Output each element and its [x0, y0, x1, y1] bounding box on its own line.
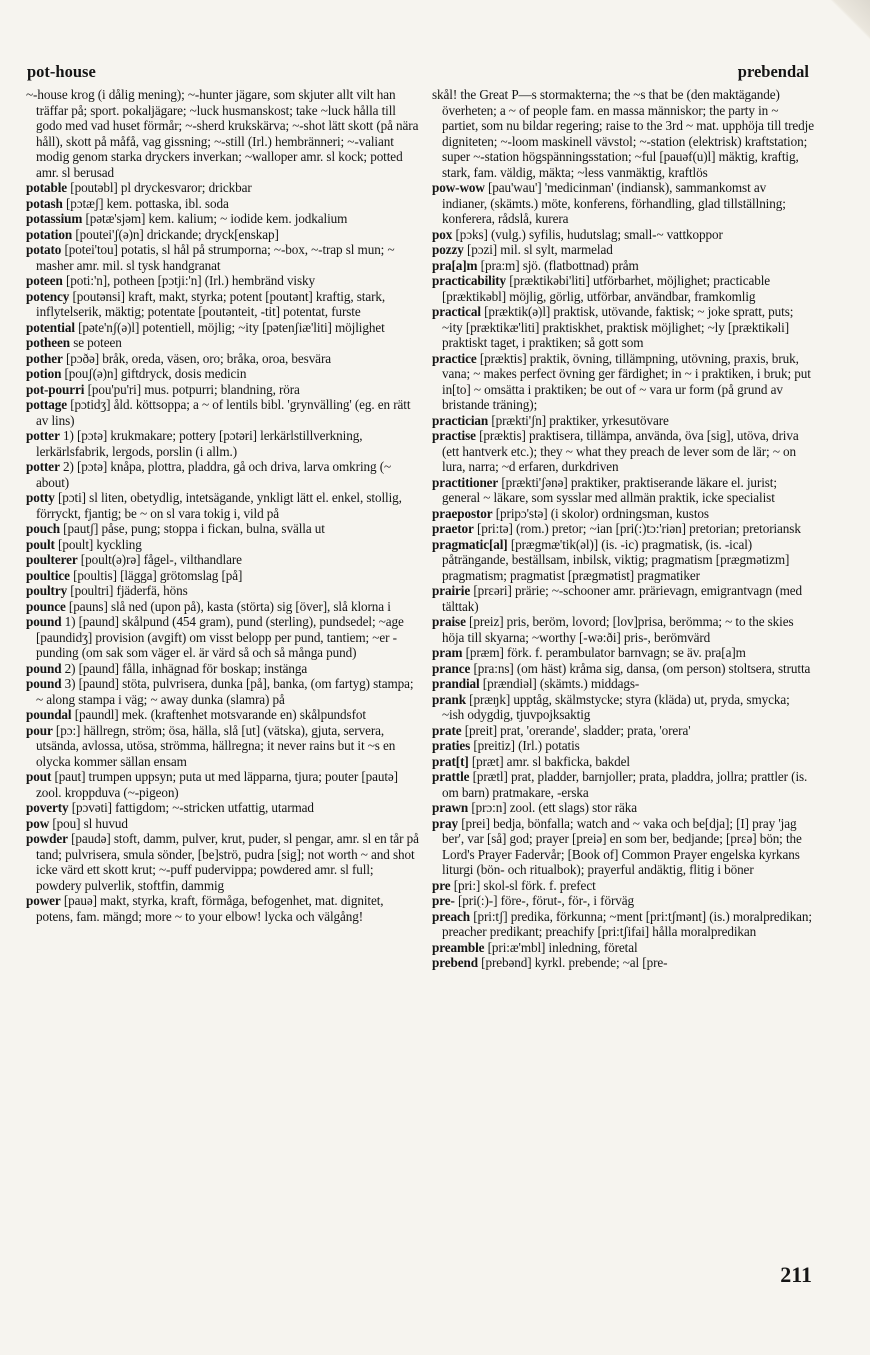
entry-definition: ~-house krog (i dålig mening); ~-hunter jägare, som skjuter allt vilt han träffar på; sport. pokaljägare; ~luck husmanskost; take ~luck hålla till godo med vad huset förmår; ~-sherd krukskärva; ~-shot lätt skott (på nära håll), skott på måfå, vag gissning; ~-still (Irl.) hembränneri; ~-valiant modig genom starka dryckers inverkan; ~walloper amr. sl kock; potted amr. sl berusad — [26, 87, 419, 180]
entry-definition: [preiz] pris, beröm, lovord; [lov]prisa, berömma; ~ to the skies höja till skyarna; ~worthy [-wə:ði] pris-, berömvärd — [442, 614, 794, 645]
entry-definition: [poult] kyckling — [58, 536, 142, 552]
entry-headword: pound — [26, 660, 62, 676]
entry-definition: [poutənsi] kraft, makt, styrka; potent [poutənt] kraftig, stark, inflytelserik, mäktig; potentate [poutənteit, -tit] potentat, furste — [36, 288, 386, 319]
dictionary-entry — [432, 537, 814, 584]
entry-headword: prawn — [432, 800, 469, 815]
dictionary-entry — [432, 227, 814, 243]
entry-headword: pragmatic[al] — [432, 536, 508, 552]
entry-definition: [poutəbl] pl dryckesvaror; drickbar — [70, 180, 252, 195]
dictionary-entry — [432, 692, 814, 723]
entry-definition: 3) [paund] stöta, pulvrisera, dunka [på], banka, (om fartyg) stampa; ~ along stampa i väg; ~ away dunka (slamra) på — [36, 676, 414, 707]
entry-definition: [præm] förk. f. perambulator barnvagn; se äv. pra[a]m — [465, 645, 746, 660]
entry-definition: [pəte'nʃ(ə)l] potentiell, möjlig; ~ity [pətenʃiæ'liti] möjlighet — [78, 319, 385, 335]
entry-headword: powder — [26, 831, 68, 846]
entry-definition: [prækti'ʃənə] praktiker, praktiserande läkare el. jurist; general ~ läkare, som sysslar med allmän praktik, icke specialist — [442, 474, 777, 505]
entry-headword: prairie — [432, 583, 471, 598]
entry-headword: pot-pourri — [26, 381, 85, 397]
entry-headword: pound — [26, 676, 62, 691]
entry-definition: [prei] bedja, bönfalla; watch and ~ vaka och be[dja]; [I] pray 'jag ber', var [så] god; prayer [preiə] en som ber, bedjande; [prɛə] bön; the Lord's Prayer Fadervår; [Book of] Common Prayer engelska kyrkans liturgi (bön- och ritualbok); prayerful andäktig, flitig i böner — [442, 815, 802, 877]
dictionary-entry — [26, 459, 419, 490]
dictionary-entry — [26, 521, 419, 537]
entry-headword: prat[t] — [432, 753, 469, 769]
entry-headword: potential — [26, 319, 75, 335]
entry-definition: [prækti'ʃn] praktiker, yrkesutövare — [491, 412, 669, 428]
dictionary-entry — [26, 227, 419, 243]
dictionary-entry — [432, 661, 814, 677]
dictionary-entry — [26, 242, 419, 273]
entry-headword: prebend — [432, 955, 478, 970]
entry-headword: pray — [432, 815, 458, 831]
dictionary-entry — [432, 940, 814, 956]
entry-headword: praise — [432, 614, 466, 629]
right-column — [432, 87, 814, 971]
dictionary-entry — [432, 428, 814, 475]
dictionary-entry — [432, 258, 814, 274]
dictionary-entry — [26, 351, 419, 367]
guide-word-left: pot-house — [27, 62, 96, 81]
entry-headword: prank — [432, 691, 466, 707]
entry-headword: preach — [432, 908, 470, 924]
entry-definition: [præktis] praktisera, tillämpa, använda, öva [sig], utöva, driva (ett hantverk etc.); they ~ what they preach de lever som de lär; ~ on lura, narra; ~d erfaren, durkdriven — [442, 428, 799, 474]
entry-headword: pre — [432, 877, 451, 893]
dictionary-entry — [432, 769, 814, 800]
entry-headword: potter — [26, 459, 60, 474]
dictionary-entry — [26, 180, 419, 196]
dictionary-entry — [432, 273, 814, 304]
entry-headword: potter — [26, 428, 60, 443]
entry-definition: se poteen — [73, 335, 122, 350]
entry-definition: [prægmæ'tik(əl)] (is. -ic) pragmatisk, (is. -ical) påträngande, beställsam, inbilsk, viktig; pragmatism [prægmətizm] pragmatism; pragmatist [prægmətist] pragmatiker — [442, 536, 790, 583]
page-corner-fold — [830, 0, 870, 40]
dictionary-entry — [432, 738, 814, 754]
entry-headword: prattle — [432, 769, 470, 784]
dictionary-entry — [26, 800, 419, 816]
entry-headword: potato — [26, 242, 62, 257]
entry-headword: poundal — [26, 707, 72, 722]
entry-definition: [præktikəbi'liti] utförbarhet, möjlighet; practicable [præktikəbl] möjlig, görlig, utförbar, användbar, framkomlig — [442, 273, 771, 304]
dictionary-entry — [432, 506, 814, 522]
entry-headword: pottage — [26, 397, 68, 412]
dictionary-entry — [432, 180, 814, 227]
dictionary-entry — [26, 397, 419, 428]
entry-definition: [pɔtæʃ] kem. pottaska, ibl. soda — [65, 195, 229, 211]
entry-definition: [potei'tou] potatis, sl hål på strumporna; ~-box, ~-trap sl mun; ~ masher amr. mil. sl tysk handgranat — [36, 242, 395, 273]
dictionary-entry — [26, 320, 419, 336]
dictionary-entry — [432, 893, 814, 909]
dictionary-entry — [26, 614, 419, 661]
guide-word-right: prebendal — [737, 62, 809, 81]
dictionary-entry — [432, 878, 814, 894]
dictionary-entry — [26, 87, 419, 180]
dictionary-entry — [26, 707, 419, 723]
entry-headword: poulterer — [26, 552, 78, 567]
entry-definition: [præktik(ə)l] praktisk, utövande, faktisk; ~ joke spratt, puts; ~ity [præktikæ'liti] praktiskhet, praktisk möjlighet; ~ly [præktikəli] praktiskt taget, i praktiken; så gott som — [442, 304, 794, 350]
dictionary-entry — [26, 893, 419, 924]
entry-headword: pre- — [432, 893, 455, 908]
entry-headword: practise — [432, 428, 476, 443]
entry-definition: [pɔvəti] fattigdom; ~-stricken utfattig, utarmad — [71, 800, 314, 815]
dictionary-entry — [26, 599, 419, 615]
entry-definition: [præt] amr. sl bakficka, bakdel — [471, 753, 630, 769]
entry-definition: [pɔðə] bråk, oreda, väsen, oro; bråka, oroa, besvära — [65, 350, 331, 366]
entry-definition: [pau'wau'] 'medicinman' (indiansk), sammankomst av indianer, (skämts.) möte, konferens, förhandling, glad tillställning; konferera, rådslå, kurera — [442, 180, 786, 226]
dictionary-entry — [26, 490, 419, 521]
entry-definition: [pɔti] sl liten, obetydlig, intetsägande, ynkligt lätt el. enkel, stollig, förryckt, fjantig; be ~ on sl vara tokig i, vild på — [36, 490, 402, 521]
entry-definition: [pautʃ] påse, pung; stoppa i fickan, bulna, svälla ut — [63, 521, 325, 536]
entry-definition: [prætl] prat, pladder, barnjoller; prata, pladdra, jollra; prattler (is. om barn) pratmakare, -erska — [442, 769, 808, 800]
dictionary-entry — [26, 723, 419, 770]
entry-definition: 2) [paund] fålla, inhägnad för boskap; instänga — [64, 660, 308, 676]
entry-headword: poverty — [26, 800, 69, 815]
entry-definition: [paundl] mek. (kraftenhet motsvarande en) skålpundsfot — [74, 707, 366, 722]
entry-headword: potheen — [26, 335, 70, 350]
dictionary-entry — [26, 366, 419, 382]
entry-headword: pox — [432, 226, 453, 242]
entry-definition: [pou] sl huvud — [52, 815, 128, 831]
dictionary-entry — [26, 335, 419, 351]
entry-headword: pouch — [26, 521, 60, 536]
dictionary-entry — [26, 289, 419, 320]
entry-headword: preamble — [432, 939, 485, 955]
entry-headword: pra[a]m — [432, 257, 478, 273]
dictionary-entry — [432, 351, 814, 413]
dictionary-entry — [432, 87, 814, 180]
entry-headword: practitioner — [432, 474, 499, 490]
entry-headword: potassium — [26, 211, 83, 226]
entry-definition: [prændiəl] (skämts.) middags- — [482, 676, 640, 691]
entry-headword: potation — [26, 226, 73, 242]
entry-definition: [poultis] [lägga] grötomslag [på] — [73, 567, 243, 583]
entry-headword: pozzy — [432, 242, 464, 257]
entry-definition: [pɔzi] mil. sl sylt, marmelad — [466, 242, 613, 257]
entry-definition: [pətæ'sjəm] kem. kalium; ~ iodide kem. jodkalium — [85, 211, 348, 226]
entry-definition: skål! the Great P—s stormakterna; the ~s that be (den maktägande) överheten; a ~ of people fam. en massa människor; the party in ~ partiet, som nu bildar regering; raise to the 3rd ~ mat. upphöja till tredje digniteten; ~-loom maskinell vävstol; ~-station (elektrisk) kraftstation; super ~-station högspänningsstation; ~ful [pauəf(u)l] mäktig, kraftig, stark, fam. väldig, mäkta; ~less vanmäktig, kraftlös — [432, 87, 814, 180]
entry-definition: [pripɔ'stə] (i skolor) ordningsman, kustos — [495, 505, 709, 521]
dictionary-entry — [432, 645, 814, 661]
entry-headword: potty — [26, 490, 55, 505]
dictionary-entry — [432, 583, 814, 614]
dictionary-entry — [432, 242, 814, 258]
dictionary-entry — [26, 816, 419, 832]
entry-headword: practician — [432, 412, 489, 428]
entry-headword: pow — [26, 815, 50, 831]
entry-headword: power — [26, 893, 61, 908]
entry-definition: [preitiz] (Irl.) potatis — [473, 738, 580, 753]
entry-definition: [pɔks] (vulg.) syfilis, hudutslag; small-~ vattkoppor — [455, 226, 723, 242]
entry-definition: 2) [pɔtə] knåpa, plottra, pladdra, gå och driva, larva omkring (~ about) — [36, 459, 392, 490]
entry-headword: prandial — [432, 676, 480, 691]
dictionary-entry — [26, 661, 419, 677]
dictionary-entry — [26, 552, 419, 568]
entry-headword: practicability — [432, 273, 507, 288]
entry-definition: [pri:tʃ] predika, förkunna; ~ment [pri:tʃmənt] (is.) moralpredikan; preacher predikant; preachify [pri:tʃifai] hålla moralpredikan — [442, 908, 812, 939]
entry-definition: 1) [pɔtə] krukmakare; pottery [pɔtəri] lerkärlstillverkning, lerkärlsfabrik, lergods, porslin (i allm.) — [36, 428, 363, 459]
dictionary-entry — [26, 382, 419, 398]
entry-headword: poult — [26, 536, 55, 552]
page-number: 211 — [780, 1262, 812, 1287]
entry-definition: [preit] prat, 'orerande', sladder; prata, 'orera' — [464, 722, 691, 738]
entry-definition: [pri:] skol-sl förk. f. prefect — [453, 877, 596, 893]
entry-definition: [pri:tə] (rom.) pretor; ~ian [pri(:)tɔ:'riən] pretorian; pretoriansk — [476, 521, 801, 536]
dictionary-entry — [432, 475, 814, 506]
entry-headword: pow-wow — [432, 180, 485, 195]
entry-headword: prance — [432, 660, 471, 676]
left-column — [26, 87, 419, 924]
dictionary-entry — [432, 304, 814, 351]
entry-definition: [pɔtidʒ] åld. köttsoppa; a ~ of lentils bibl. 'grynvälling' (eg. en rätt av lins) — [36, 397, 411, 428]
dictionary-entry — [432, 676, 814, 692]
dictionary-entry — [432, 800, 814, 816]
entry-headword: potency — [26, 288, 70, 304]
entry-definition: 1) [paund] skålpund (454 gram), pund (sterling), pundsedel; ~age [paundidʒ] provision (avgift) om visst belopp per pund, tantiem; ~er -punding (om sak som väger el. är värd så och så många pund) — [36, 614, 404, 660]
entry-definition: [pri(:)-] före-, förut-, för-, i förväg — [458, 893, 634, 908]
entry-headword: praepostor — [432, 505, 493, 521]
entry-definition: [præktis] praktik, övning, tillämpning, utövning, praxis, bruk, vana; ~ makes perfect övning ger färdighet; in ~ i praktiken, i bruk; put in[to] ~ omsätta i praktiken; be out of ~ vara ur form (på grund av bristande träning); — [442, 350, 811, 412]
entry-definition: [poult(ə)rə] fågel-, vilthandlare — [80, 552, 242, 567]
entry-definition: [pou'pu'ri] mus. potpurri; blandning, röra — [87, 381, 300, 397]
dictionary-entry — [432, 955, 814, 971]
dictionary-entry — [432, 614, 814, 645]
entry-headword: potash — [26, 195, 63, 211]
entry-definition: [poultri] fjäderfä, höns — [70, 583, 188, 598]
entry-headword: pout — [26, 769, 52, 784]
entry-headword: praetor — [432, 521, 474, 536]
entry-definition: [pra:ns] (om häst) kråma sig, dansa, (om person) stoltsera, strutta — [473, 660, 811, 676]
dictionary-entry — [26, 537, 419, 553]
dictionary-entry — [26, 769, 419, 800]
entry-definition: [prɔ:n] zool. (ett slags) stor räka — [471, 800, 638, 815]
entry-headword: practical — [432, 304, 481, 319]
dictionary-entry — [26, 273, 419, 289]
entry-headword: prate — [432, 722, 462, 738]
entry-definition: [poti:'n], potheen [pɔtji:'n] (Irl.) hembränd visky — [65, 273, 316, 288]
dictionary-entry — [26, 831, 419, 893]
entry-headword: potion — [26, 366, 62, 381]
dictionary-entry — [432, 754, 814, 770]
dictionary-entry — [432, 413, 814, 429]
entry-headword: pound — [26, 614, 62, 629]
dictionary-entry — [26, 196, 419, 212]
entry-definition: [pouʃ(ə)n] giftdryck, dosis medicin — [64, 366, 247, 381]
entry-headword: praties — [432, 738, 471, 753]
entry-headword: poteen — [26, 273, 63, 288]
dictionary-entry — [26, 428, 419, 459]
entry-definition: [paudə] stoft, damm, pulver, krut, puder, sl pengar, amr. sl en tår på tand; pulvrisera, smula sönder, [be]strö, pudra [sig]; not worth ~ and shot icke värd ett skott krut; ~-puff pudervippa; powdered amr. sl full; powdery pulverlik, stoftfin, dammig — [36, 831, 419, 893]
entry-definition: [pauns] slå ned (upon på), kasta (störta) sig [över], slå klorna i — [68, 598, 391, 614]
dictionary-entry — [432, 909, 814, 940]
entry-definition: [pri:æ'mbl] inledning, företal — [487, 939, 638, 955]
entry-definition: [prebənd] kyrkl. prebende; ~al [pre- — [481, 955, 668, 970]
dictionary-entry — [432, 723, 814, 739]
entry-definition: [prɛəri] prärie; ~-schooner amr. prärievagn, emigrantvagn (med tälttak) — [442, 583, 803, 614]
dictionary-entry — [26, 583, 419, 599]
entry-headword: poultice — [26, 567, 70, 583]
entry-definition: [præŋk] upptåg, skälmstycke; styra (kläda) ut, pryda, smycka; ~ish odygdig, tjuvpojksaktig — [442, 691, 790, 722]
entry-definition: [paut] trumpen uppsyn; puta ut med läpparna, tjura; pouter [pautə] zool. kroppduva (~-pigeon) — [36, 769, 398, 800]
dictionary-entry — [432, 521, 814, 537]
dictionary-entry — [26, 676, 419, 707]
dictionary-entry — [26, 568, 419, 584]
entry-headword: pounce — [26, 598, 66, 614]
entry-headword: potable — [26, 180, 68, 195]
entry-definition: [pauə] makt, styrka, kraft, förmåga, befogenhet, mat. dignitet, potens, fam. mängd; more ~ to your elbow! lycka och välgång! — [36, 893, 384, 924]
entry-headword: pour — [26, 722, 53, 738]
dictionary-entry — [26, 211, 419, 227]
entry-definition: [pra:m] sjö. (flatbottnad) pråm — [480, 257, 639, 273]
entry-headword: pram — [432, 645, 463, 660]
entry-headword: pother — [26, 350, 63, 366]
entry-definition: [pɔ:] hällregn, ström; ösa, hälla, slå [ut] (vätska), gjuta, servera, utsända, avlossa, utösa, strömma, hällregna; it never rains but it ~s en olycka kommer sällan ensam — [36, 722, 396, 769]
dictionary-entry — [432, 816, 814, 878]
entry-headword: poultry — [26, 583, 68, 598]
entry-headword: practice — [432, 350, 477, 366]
entry-definition: [poutei'ʃ(ə)n] drickande; dryck[enskap] — [75, 226, 279, 242]
